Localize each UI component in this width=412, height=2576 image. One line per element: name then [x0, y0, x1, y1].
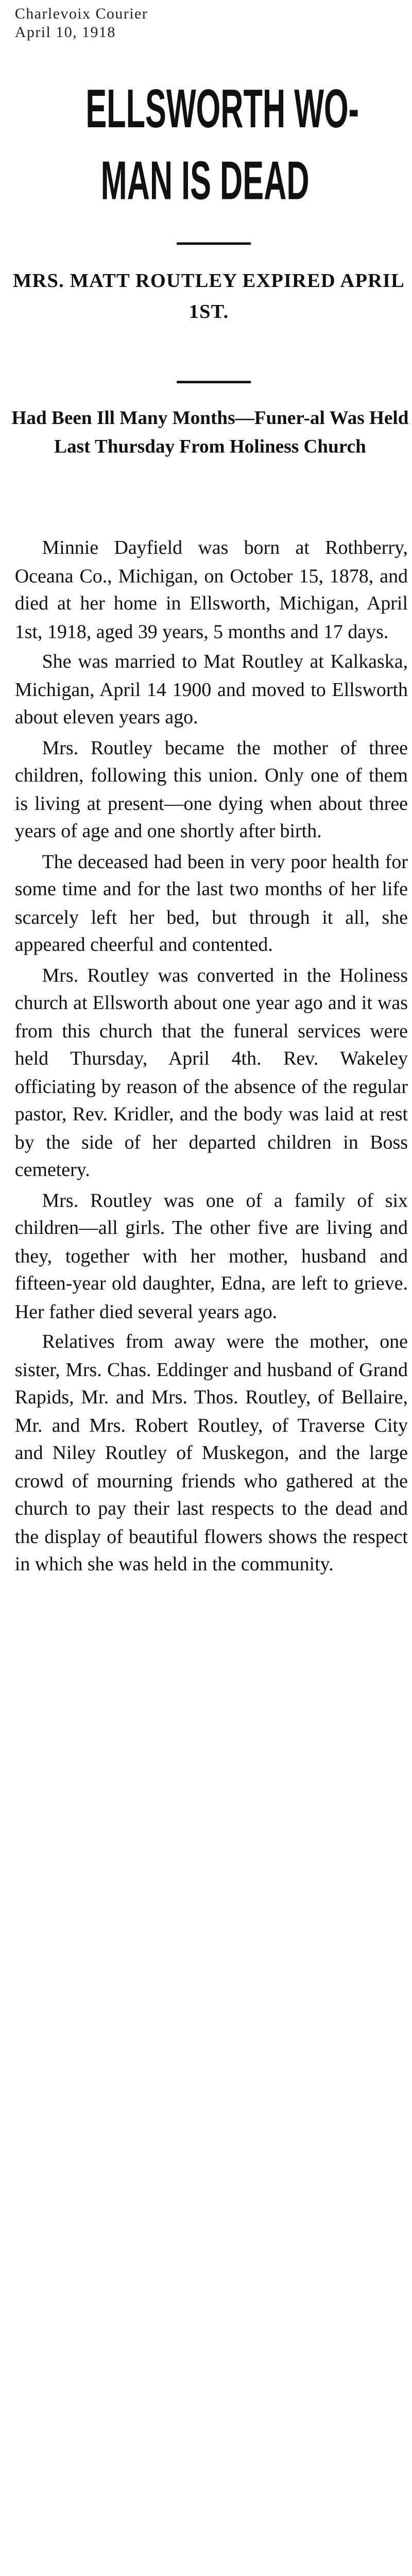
article-paragraph: Mrs. Routley was converted in the Holiness church at Ellsworth about one year ago and it was from this church that the funeral services were held Thursday, April 4th. Rev. Wakeley officiating by reason of the absence of the regular pastor, Rev. Kridler, and the body was laid at rest by the side of her departed children in Boss cemetery. [14, 965, 408, 1181]
clipping-source [15, 5, 148, 42]
publication-name: Charlevoix Courier [14, 5, 148, 23]
headline-line-2: MAN IS DEAD [100, 150, 310, 212]
subheadline: MRS. MATT ROUTLEY EXPIRED APRIL 1ST. [13, 270, 405, 323]
article-body [15, 535, 408, 1582]
article-paragraph: Mrs. Routley became the mother of three children, following this union. Only one of them is living at present—one dying when about three years of age and one shortly after birth. [14, 737, 408, 842]
divider-rule [177, 242, 251, 245]
divider-rule [177, 381, 251, 383]
article-paragraph: Minnie Dayfield was born at Rothberry, Oceana Co., Michigan, on October 15, 1878, and died at her home in Ellsworth, Michigan, April 1st, 1918, aged 39 years, 5 months and 17 days. [14, 538, 408, 642]
article-paragraph: Relatives from away were the mother, one sister, Mrs. Chas. Eddinger and husband of Grand Rapids, Mr. and Mrs. Thos. Routley, of Bellaire, Mr. and Mrs. Robert Routley, of Traverse City and Niley Routley of Muskegon, and the large crowd of mourning friends who gathered at the church to pay their last respects to the dead and the display of beautiful flowers shows the respect in which she was held in the community. [14, 1331, 408, 1575]
article-paragraph: She was married to Mat Routley at Kalkaska, Michigan, April 14 1900 and moved to Ellsworth about eleven years ago. [14, 651, 408, 728]
deck: Had Been Ill Many Months—Funer-al Was Held Last Thursday From Holiness Church [11, 408, 409, 458]
headline [85, 74, 359, 217]
article-paragraph: Mrs. Routley was one of a family of six children—all girls. The other five are living and they, together with her mother, husband and fifteen-year old daughter, Edna, are left to grieve. Her father died several years ago. [14, 1190, 408, 1323]
article-paragraph: The deceased had been in very poor health for some time and for the last two months of her life scarcely left her bed, but through it all, she appeared cheerful and contented. [14, 851, 408, 956]
headline-line-1: ELLSWORTH WO- [85, 79, 359, 140]
publication-date: April 10, 1918 [14, 23, 116, 41]
